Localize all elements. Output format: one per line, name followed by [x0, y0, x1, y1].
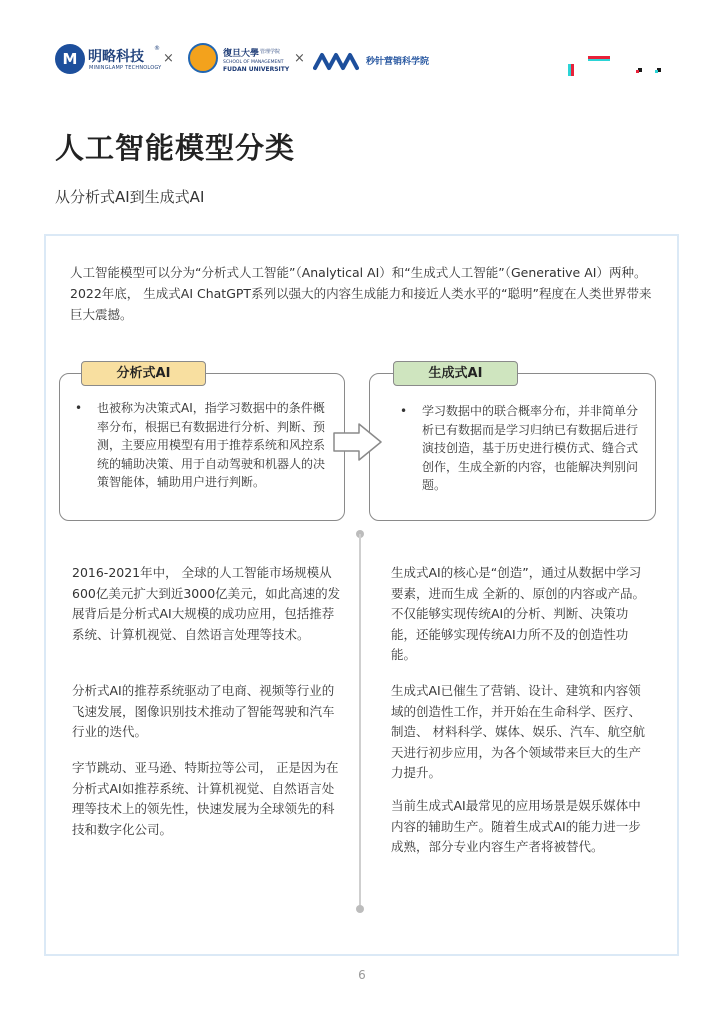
page-subtitle: 从分析式AI到生成式AI	[55, 188, 205, 206]
column-divider	[359, 534, 361, 910]
generative-ai-description	[400, 402, 645, 495]
miaozhen-logo-name: 秒针营销科学院	[366, 57, 430, 67]
times-separator: ×	[163, 51, 174, 66]
bullet-marker: •	[75, 401, 83, 415]
miaozhen-logo-icon	[313, 50, 359, 72]
fudan-logo-name: 復旦大學	[223, 49, 260, 59]
bullet-marker: •	[400, 404, 408, 418]
fudan-school-english: SCHOOL OF MANAGEMENT	[223, 60, 284, 65]
fudan-seal-icon	[188, 43, 218, 73]
registered-mark: ®	[154, 45, 160, 52]
fudan-school-name: 管理学院	[260, 49, 281, 55]
divider-bottom-dot	[356, 905, 364, 913]
page-title: 人工智能模型分类	[55, 131, 296, 165]
minglue-logo-name: 明略科技	[88, 49, 144, 65]
minglue-logo-mark: M	[55, 44, 85, 74]
generative-ai-label: 生成式AI	[393, 361, 518, 386]
analytical-ai-label: 分析式AI	[81, 361, 206, 386]
right-paragraph-1: 生成式AI的核心是“创造”，通过从数据中学习要素，进而生成 全新的、原创的内容或产品。不仅能够实现传统AI的分析、判断、决策功能，还能够实现传统AI力所不及的创造性功能。	[391, 565, 645, 662]
right-paragraph-3: 当前生成式AI最常见的应用场景是娱乐媒体中内容的辅助生产。随着生成式AI的能力进一步成熟，部分专业内容生产者将被替代。	[391, 798, 641, 854]
page-number: 6	[358, 968, 366, 982]
minglue-logo-english: MININGLAMP TECHNOLOGY	[89, 65, 162, 71]
right-arrow-icon	[332, 422, 384, 462]
times-separator: ×	[294, 51, 305, 66]
right-paragraph-2: 生成式AI已催生了营销、设计、建筑和内容领域的创造性工作，并开始在生命科学、医疗、制造、 材料科学、媒体、娱乐、汽车、航空航天进行初步应用，为各个领域带来巨大的生产力提升。	[391, 683, 645, 780]
left-paragraph-1: 2016-2021年中， 全球的人工智能市场规模从600亿美元扩大到近3000亿美元，如此高速的发展背后是分析式AI大规模的成功应用，包括推荐系统、计算机视觉、自然语言处理等技术。	[72, 565, 341, 642]
decorative-marks-icon	[560, 50, 680, 80]
left-paragraph-2: 分析式AI的推荐系统驱动了电商、视频等行业的飞速发展，图像识别技术推动了智能驾驶和汽车行业的迭代。	[72, 683, 335, 739]
intro-paragraph: 人工智能模型可以分为“分析式人工智能”（Analytical AI）和“生成式人工智能”（Generative AI）两种。2022年底， 生成式AI ChatGPT系列以强大的内容生成能力和接近人类水平的“聪明”程度在人类世界带来巨大震撼。	[70, 265, 652, 322]
analytical-ai-text: 也被称为决策式AI，指学习数据中的条件概率分布，根据已有数据进行分析、判断、预测，主要应用模型有用于推荐系统和风控系统的辅助决策、用于自动驾驶和机器人的决策智能体，辅助用户进行判断。	[97, 401, 326, 489]
analytical-ai-description	[75, 399, 335, 492]
left-paragraph-3: 字节跳动、亚马逊、特斯拉等公司， 正是因为在分析式AI如推荐系统、计算机视觉、自然语言处理等技术上的领先性，快速发展为全球领先的科技和数字化公司。	[72, 760, 339, 837]
fudan-university-english: FUDAN UNIVERSITY	[223, 66, 290, 73]
generative-ai-text: 学习数据中的联合概率分布，并非简单分析已有数据而是学习归纳已有数据后进行演技创造，基于历史进行模仿式、缝合式创作，生成全新的内容，也能解决判别问题。	[422, 404, 639, 492]
